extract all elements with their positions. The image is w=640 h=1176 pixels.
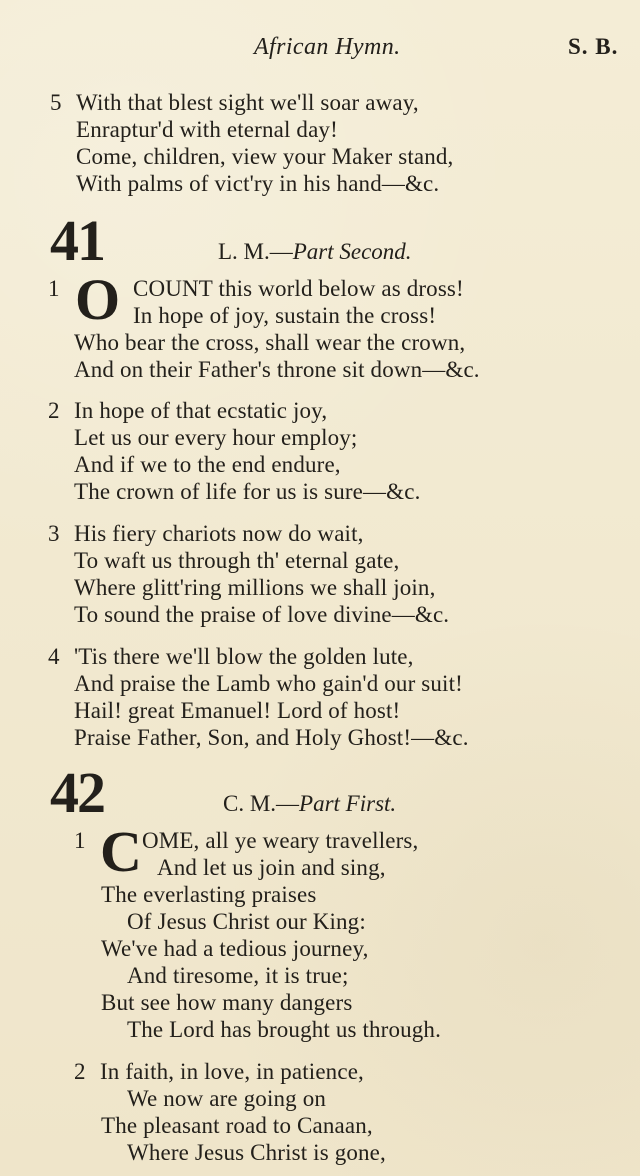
hymn-41-meter-prefix: L. M.— (218, 239, 293, 264)
hymn-42-stanza-1-line-5: We've had a tedious journey, (101, 936, 369, 961)
hymn-42-stanza-1-number: 1 (74, 828, 86, 853)
hymn-41-stanza-4-line-3: Hail! great Emanuel! Lord of host! (74, 698, 401, 723)
top-stanza-line-3: Come, children, view your Maker stand, (76, 144, 454, 169)
hymn-41-stanza-4-number: 4 (48, 644, 60, 669)
hymn-42-meter-part: Part First. (299, 791, 397, 816)
hymn-41-stanza-2-line-2: Let us our every hour employ; (74, 425, 358, 450)
hymn-41-stanza-2-number: 2 (48, 398, 60, 423)
hymn-41-stanza-1-number: 1 (48, 276, 60, 301)
hymn-42-meter (223, 792, 396, 815)
page-header-title: African Hymn. (254, 34, 401, 60)
hymn-42-stanza-2-line-2: We now are going on (127, 1086, 327, 1111)
hymn-41-stanza-4-line-4: Praise Father, Son, and Holy Ghost!—&c. (74, 725, 469, 750)
hymn-41-stanza-3-line-2: To waft us through th' eternal gate, (74, 548, 400, 573)
hymn-42-stanza-1-line-3: The everlasting praises (101, 882, 317, 907)
hymn-41-stanza-1-line-2: In hope of joy, sustain the cross! (133, 303, 437, 328)
hymn-41-number: 41 (50, 208, 104, 273)
top-stanza-line-1: With that blest sight we'll soar away, (76, 90, 419, 115)
hymn-41-stanza-1-line-1: COUNT this world below as dross! (133, 276, 464, 301)
hymn-41-stanza-2-line-3: And if we to the end endure, (74, 452, 341, 477)
hymn-42-number: 42 (50, 760, 104, 825)
hymn-42-stanza-1-line-6: And tiresome, it is true; (127, 963, 349, 988)
hymn-42-stanza-1-line-7: But see how many dangers (101, 990, 353, 1015)
hymn-41-stanza-3-number: 3 (48, 521, 60, 546)
hymn-42-meter-prefix: C. M.— (223, 791, 300, 816)
top-stanza-number: 5 (50, 90, 62, 115)
page-header-right: S. B. (568, 34, 619, 59)
hymn-42-stanza-2-number: 2 (74, 1059, 86, 1084)
hymn-42-stanza-2-line-1: In faith, in love, in patience, (100, 1059, 364, 1084)
hymn-42-stanza-1-line-1: OME, all ye weary travellers, (142, 828, 419, 853)
hymn-41-stanza-4-line-1: 'Tis there we'll blow the golden lute, (74, 644, 414, 669)
hymn-41-stanza-1-line-3: Who bear the cross, shall wear the crown, (74, 330, 466, 355)
hymn-42-stanza-2-line-3: The pleasant road to Canaan, (101, 1113, 373, 1138)
hymn-41-dropcap: O (75, 267, 121, 332)
hymn-42-stanza-1-line-2: And let us join and sing, (157, 855, 386, 880)
hymn-42-stanza-2-line-4: Where Jesus Christ is gone, (127, 1140, 386, 1165)
hymn-41-meter (218, 240, 412, 263)
hymn-41-stanza-3-line-4: To sound the praise of love divine—&c. (74, 602, 450, 627)
top-stanza-line-4: With palms of vict'ry in his hand—&c. (76, 171, 440, 196)
hymn-42-stanza-1-line-8: The Lord has brought us through. (127, 1017, 441, 1042)
hymn-41-stanza-4-line-2: And praise the Lamb who gain'd our suit! (74, 671, 463, 696)
hymn-41-stanza-3-line-1: His fiery chariots now do wait, (74, 521, 364, 546)
hymn-41-stanza-2-line-1: In hope of that ecstatic joy, (74, 398, 328, 423)
hymn-41-meter-part: Part Second. (292, 239, 412, 264)
top-stanza-line-2: Enraptur'd with eternal day! (76, 117, 338, 142)
hymn-42-stanza-1-line-4: Of Jesus Christ our King: (127, 909, 366, 934)
hymn-41-stanza-1-line-4: And on their Father's throne sit down—&c. (74, 357, 480, 382)
hymn-42-dropcap: C (100, 819, 142, 884)
hymn-41-stanza-2-line-4: The crown of life for us is sure—&c. (74, 479, 421, 504)
hymn-41-stanza-3-line-3: Where glitt'ring millions we shall join, (74, 575, 436, 600)
